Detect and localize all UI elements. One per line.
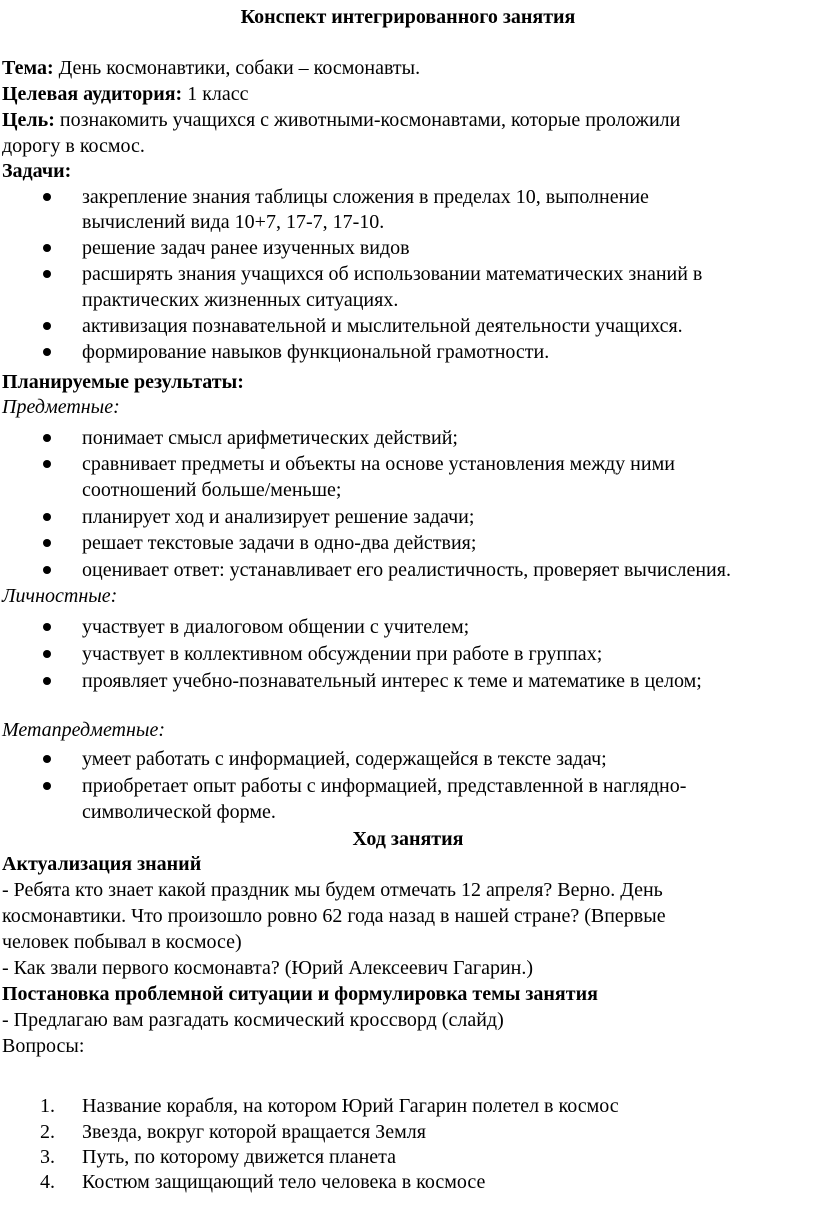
bullet-icon <box>43 566 51 574</box>
document-title: Конспект интегрированного занятия <box>240 6 576 28</box>
list-item: понимает смысл арифметических действий; <box>82 427 458 449</box>
list-item: умеет работать с информацией, содержащейся в тексте задач; <box>82 748 607 770</box>
paragraph-line: человек побывал в космосе) <box>2 931 242 953</box>
paragraph-line: - Ребята кто знает какой праздник мы будем отмечать 12 апреля? Верно. День <box>2 879 663 901</box>
list-item: активизация познавательной и мыслительной деятельности учащихся. <box>82 315 683 337</box>
question-number: 4. <box>40 1171 55 1193</box>
cel-line-2: дорогу в космос. <box>2 135 145 157</box>
results-label: Планируемые результаты: <box>2 371 244 393</box>
list-item-cont: вычислений вида 10+7, 17-7, 17-10. <box>82 211 385 233</box>
metapredmetnye-label: Метапредметные: <box>2 719 165 741</box>
bullet-icon <box>43 513 51 521</box>
paragraph-line: Вопросы: <box>2 1035 85 1057</box>
paragraph-line: космонавтики. Что произошло ровно 62 года назад в нашей стране? (Впервые <box>2 905 666 927</box>
cel-value: познакомить учащихся с животными-космонавтами, которые проложили <box>54 109 681 131</box>
list-item-cont: символической форме. <box>82 801 276 823</box>
list-item: оценивает ответ: устанавливает его реалистичность, проверяет вычисления. <box>82 559 731 581</box>
hod-title: Ход занятия <box>352 828 464 850</box>
cel-label: Цель: <box>2 109 55 131</box>
tema-value: День космонавтики, собаки – космонавты. <box>53 57 421 79</box>
list-item: приобретает опыт работы с информацией, представленной в наглядно- <box>82 775 687 797</box>
tema-line <box>2 56 420 80</box>
tema-label: Тема: <box>2 57 54 79</box>
bullet-icon <box>43 677 51 685</box>
bullet-icon <box>43 460 51 468</box>
paragraph-line: - Предлагаю вам разгадать космический кроссворд (слайд) <box>2 1009 504 1031</box>
auditoriya-value: 1 класс <box>182 83 249 105</box>
question-text: Костюм защищающий тело человека в космосе <box>82 1171 486 1193</box>
bullet-icon <box>43 623 51 631</box>
bullet-icon <box>43 270 51 278</box>
list-item-cont: соотношений больше/меньше; <box>82 479 342 501</box>
question-text: Звезда, вокруг которой вращается Земля <box>82 1121 426 1143</box>
bullet-icon <box>43 650 51 658</box>
cel-line <box>2 108 680 132</box>
question-number: 3. <box>40 1146 55 1168</box>
list-item: сравнивает предметы и объекты на основе установления между ними <box>82 453 675 475</box>
paragraph-line: - Как звали первого космонавта? (Юрий Алексеевич Гагарин.) <box>2 957 534 979</box>
list-item: участвует в коллективном обсуждении при работе в группах; <box>82 643 603 665</box>
question-text: Название корабля, на котором Юрий Гагарин полетел в космос <box>82 1095 619 1117</box>
list-item: закрепление знания таблицы сложения в пределах 10, выполнение <box>82 186 649 208</box>
list-item: решает текстовые задачи в одно-два действия; <box>82 532 477 554</box>
list-item: решение задач ранее изученных видов <box>82 237 410 259</box>
bullet-icon <box>43 244 51 252</box>
list-item: проявляет учебно-познавательный интерес к теме и математике в целом; <box>82 670 702 692</box>
question-text: Путь, по которому движется планета <box>82 1146 397 1168</box>
predmetnye-label: Предметные: <box>2 396 120 418</box>
zadachi-label: Задачи: <box>2 160 72 182</box>
question-number: 1. <box>40 1095 55 1117</box>
bullet-icon <box>43 193 51 201</box>
list-item: планирует ход и анализирует решение задачи; <box>82 506 475 528</box>
lichnostnye-label: Личностные: <box>2 585 118 607</box>
bullet-icon <box>43 755 51 763</box>
bullet-icon <box>43 348 51 356</box>
list-item-cont: практических жизненных ситуациях. <box>82 289 399 311</box>
bullet-icon <box>43 434 51 442</box>
auditoriya-line <box>2 82 249 106</box>
bullet-icon <box>43 782 51 790</box>
auditoriya-label: Целевая аудитория: <box>2 83 183 105</box>
list-item: расширять знания учащихся об использовании математических знаний в <box>82 263 703 285</box>
postanovka-label: Постановка проблемной ситуации и формулировка темы занятия <box>2 983 598 1005</box>
aktualizaciya-label: Актуализация знаний <box>2 853 202 875</box>
question-number: 2. <box>40 1121 55 1143</box>
list-item: формирование навыков функциональной грамотности. <box>82 341 550 363</box>
bullet-icon <box>43 539 51 547</box>
bullet-icon <box>43 322 51 330</box>
list-item: участвует в диалоговом общении с учителем; <box>82 616 470 638</box>
